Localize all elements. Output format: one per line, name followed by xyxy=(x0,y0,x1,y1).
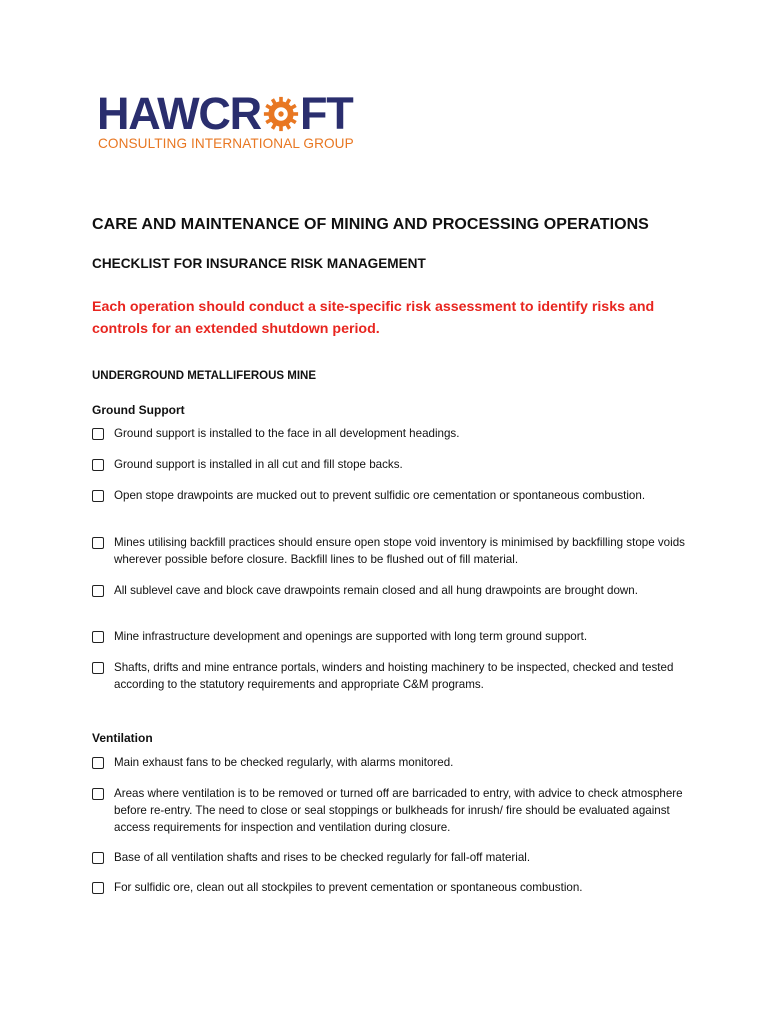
checklist-item xyxy=(92,849,702,866)
logo-wordmark xyxy=(97,90,353,138)
logo-tagline: CONSULTING INTERNATIONAL GROUP xyxy=(98,136,354,151)
checklist-item xyxy=(92,879,702,896)
checklist-item-text: Base of all ventilation shafts and rises to be checked regularly for fall-off material. xyxy=(114,851,531,864)
checklist-item xyxy=(92,659,702,693)
checklist-item-text: For sulfidic ore, clean out all stockpiles to prevent cementation or spontaneous combustion. xyxy=(114,881,583,894)
logo-brand-post: FT xyxy=(299,88,353,139)
logo-brand-pre: HAWCR xyxy=(97,88,261,139)
document-subtitle: CHECKLIST FOR INSURANCE RISK MANAGEMENT xyxy=(92,256,426,271)
checklist-item xyxy=(92,628,702,645)
checkbox[interactable] xyxy=(92,852,104,864)
checklist-item xyxy=(92,582,702,599)
checklist-item-text: Mine infrastructure development and openings are supported with long term ground support. xyxy=(114,630,588,643)
risk-assessment-notice: Each operation should conduct a site-specific risk assessment to identify risks and controls for an extended shutdown period. xyxy=(92,299,655,337)
gear-icon xyxy=(263,96,299,132)
checkbox[interactable] xyxy=(92,428,104,440)
checkbox[interactable] xyxy=(92,490,104,502)
checkbox[interactable] xyxy=(92,662,104,674)
checklist-item-text: Main exhaust fans to be checked regularly, with alarms monitored. xyxy=(114,756,454,769)
checklist-item xyxy=(92,534,702,568)
ground-support-heading: Ground Support xyxy=(92,403,185,417)
checklist-item-text: All sublevel cave and block cave drawpoints remain closed and all hung drawpoints are brought down. xyxy=(114,584,638,597)
checkbox[interactable] xyxy=(92,882,104,894)
checklist-item xyxy=(92,425,702,442)
checkbox[interactable] xyxy=(92,757,104,769)
checklist-item-text: Ground support is installed in all cut and fill stope backs. xyxy=(114,458,403,471)
section-heading: UNDERGROUND METALLIFEROUS MINE xyxy=(92,370,317,382)
checkbox[interactable] xyxy=(92,631,104,643)
checklist-item-text: Ground support is installed to the face in all development headings. xyxy=(114,427,460,440)
checklist-item-text: Areas where ventilation is to be removed or turned off are barricaded to entry, with advice to check atmosphere before re-entry. The need to close or seal stoppings or bulkheads for inrush/ fire should be evaluated against access requirements for inspection and ventilation during closure. xyxy=(114,787,683,834)
checkbox[interactable] xyxy=(92,788,104,800)
checklist-item xyxy=(92,456,702,473)
checklist-item xyxy=(92,785,702,836)
checklist-item xyxy=(92,487,702,504)
company-logo xyxy=(97,90,397,156)
checkbox[interactable] xyxy=(92,537,104,549)
checkbox[interactable] xyxy=(92,459,104,471)
checklist-item-text: Open stope drawpoints are mucked out to prevent sulfidic ore cementation or spontaneous combustion. xyxy=(114,489,646,502)
ventilation-heading: Ventilation xyxy=(92,731,153,745)
checklist-item-text: Shafts, drifts and mine entrance portals, winders and hoisting machinery to be inspected, checked and tested according to the statutory requirements and appropriate C&M programs. xyxy=(114,661,674,691)
checkbox[interactable] xyxy=(92,585,104,597)
document-title: CARE AND MAINTENANCE OF MINING AND PROCESSING OPERATIONS xyxy=(92,216,649,233)
checklist-item-text: Mines utilising backfill practices should ensure open stope void inventory is minimised by backfilling stope voids wherever possible before closure. Backfill lines to be flushed out of fill material. xyxy=(114,536,685,566)
checklist-item xyxy=(92,754,702,771)
